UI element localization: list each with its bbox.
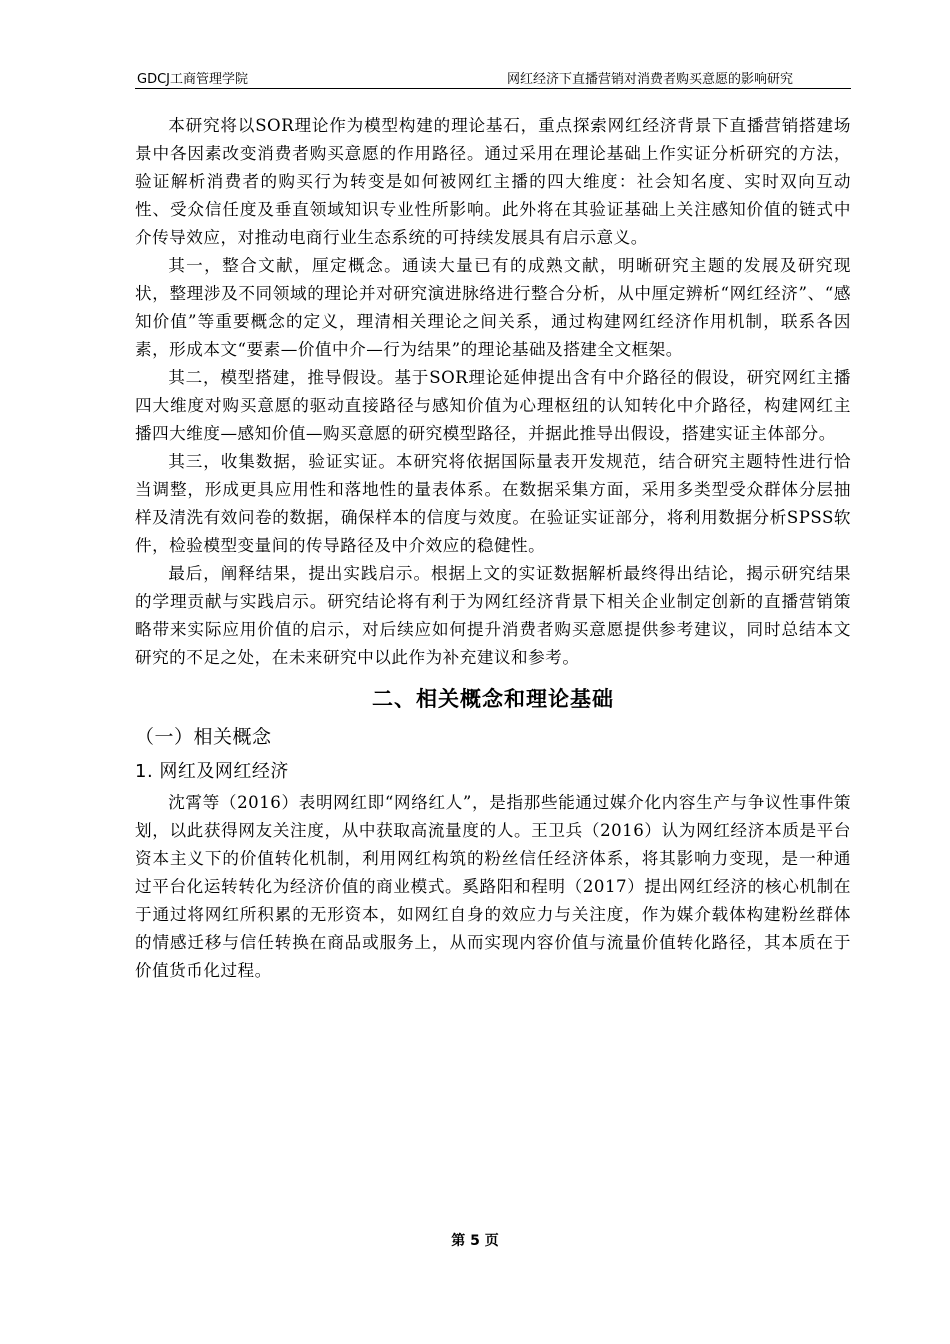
page-number: 第 5 页 bbox=[451, 1233, 499, 1249]
paragraph-step-three: 其三，收集数据，验证实证。本研究将依据国际量表开发规范，结合研究主题特性进行恰当调整，形成更具应用性和落地性的量表体系。在数据采集方面，采用多类型受众群体分层抽样及清洗有效问卷的数据，确保样本的信度与效度。在验证实证部分，将利用数据分析SPSS软件，检验模型变量间的传导路径及中介效应的稳健性。 bbox=[135, 452, 851, 555]
paragraph-step-two: 其二，模型搭建，推导假设。基于SOR理论延伸提出含有中介路径的假设，研究网红主播四大维度对购买意愿的驱动直接路径与感知价值为心理枢纽的认知转化中介路径，构建网红主播四大维度—感知价值—购买意愿的研究模型路径，并据此推导出假设，搭建实证主体部分。 bbox=[135, 368, 851, 443]
subsection-heading: （一）相关概念 bbox=[135, 726, 272, 748]
subsubsection-heading: 1. 网红及网红经济 bbox=[135, 761, 289, 782]
body-text bbox=[135, 112, 851, 985]
paragraph-final-step: 最后，阐释结果，提出实践启示。根据上文的实证数据解析最终得出结论，揭示研究结果的学理贡献与实践启示。研究结论将有利于为网红经济背景下相关企业制定创新的直播营销策略带来实际应用价值的启示，对后续应如何提升消费者购买意愿提供参考建议，同时总结本文研究的不足之处，在未来研究中以此作为补充建议和参考。 bbox=[135, 564, 851, 667]
section-heading: 二、相关概念和理论基础 bbox=[372, 687, 614, 711]
page-header bbox=[135, 66, 851, 89]
paragraph-step-one: 其一，整合文献，厘定概念。通读大量已有的成熟文献，明晰研究主题的发展及研究现状，整理涉及不同领域的理论并对研究演进脉络进行整合分析，从中厘定辨析“网红经济”、“感知价值”等重要概念的定义，理清相关理论之间关系，通过构建网红经济作用机制，联系各因素，形成本文“要素—价值中介—行为结果”的理论基础及搭建全文框架。 bbox=[135, 256, 851, 359]
paragraph-influencer-definition: 沈霄等（2016）表明网红即“网络红人”，是指那些能通过媒介化内容生产与争议性事件策划，以此获得网友关注度，从中获取高流量度的人。王卫兵（2016）认为网红经济本质是平台资本主义下的价值转化机制，利用网红构筑的粉丝信任经济体系，将其影响力变现，是一种通过平台化运转转化为经济价值的商业模式。奚路阳和程明（2017）提出网红经济的核心机制在于通过将网红所积累的无形资本，如网红自身的效应力与关注度，作为媒介载体构建粉丝群体的情感迁移与信任转换在商品或服务上，从而实现内容价值与流量价值转化路径，其本质在于价值货币化过程。 bbox=[135, 793, 851, 980]
header-institution: GDCJ工商管理学院 bbox=[137, 72, 248, 87]
paragraph-research-overview: 本研究将以SOR理论作为模型构建的理论基石，重点探索网红经济背景下直播营销搭建场景中各因素改变消费者购买意愿的作用路径。通过采用在理论基础上作实证分析研究的方法，验证解析消费者的购买行为转变是如何被网红主播的四大维度：社会知名度、实时双向互动性、受众信任度及垂直领域知识专业性所影响。此外将在其验证基础上关注感知价值的链式中介传导效应，对推动电商行业生态系统的可持续发展具有启示意义。 bbox=[135, 116, 851, 247]
header-paper-title: 网红经济下直播营销对消费者购买意愿的影响研究 bbox=[506, 72, 793, 87]
